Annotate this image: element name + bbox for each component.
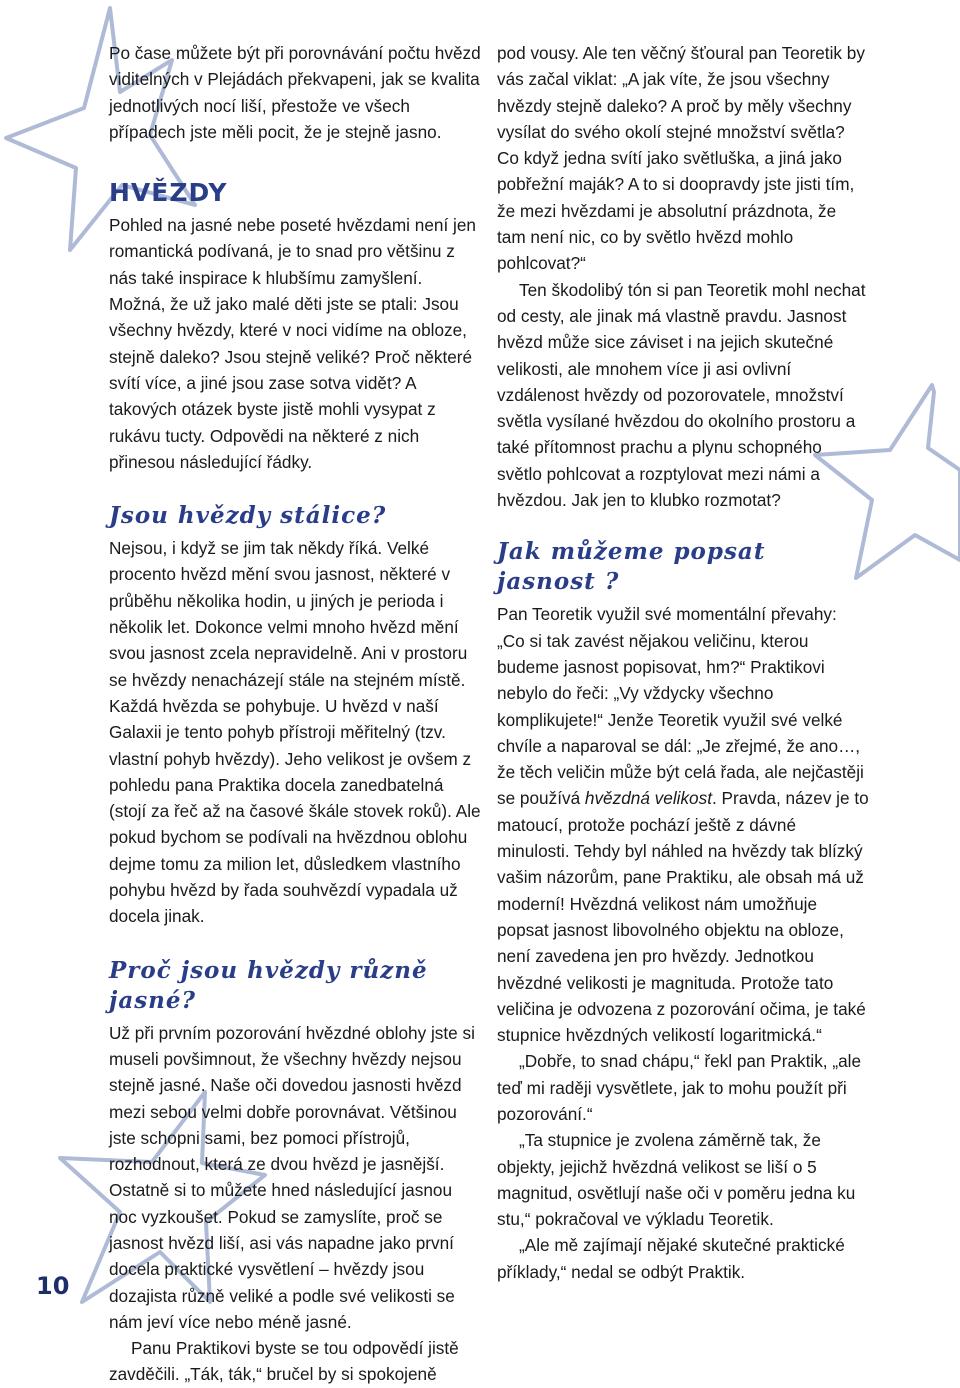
- dialog-paragraph-2: „Ta stupnice je zvolena záměrně tak, že objekty, jejichž hvězdná velikost se liší o 5 magnitud, osvětlují naše oči v poměru jedna ku stu,“ pokračoval ve výkladu Teoretik.: [497, 1130, 856, 1230]
- left-column: [109, 40, 481, 1388]
- ruzne-jasne-paragraph: Už při prvním pozorování hvězdné oblohy jste si museli povšimnout, že všechny hvězdy nejsou stejně jasné. Naše oči dovedou jasnosti hvězd mezi sebou velmi dobře porovnávat. Většinou jste schopni sami, bez pomoci přístrojů, rozhodnout, která ze dvou hvězd je jasnější. Ostatně si to můžete hned následující jasnou noc vyzkoušet. Pokud se zamyslíte, proč se jasnost hvězd liší, asi vás napadne jako první docela praktické vysvětlení – hvězdy jsou dozajista různě veliké a podle své velikosti se nám jeví více nebo méně jasné.: [109, 1022, 475, 1332]
- magnituda-paragraph: [497, 601, 869, 1048]
- dialog-paragraph-1: „Dobře, to snad chápu,“ řekl pan Praktik, „ale teď mi raději vysvětlete, jak to mohu použít při pozorování.“: [497, 1051, 862, 1124]
- teoretik-paragraph: pod vousy. Ale ten věčný šťoural pan Teoretik by vás začal viklat: „A jak víte, že jsou všechny hvězdy stejně daleko? A proč by měly všechny vysílat do svého okolí stejné množství světla? Co když jedna svítí jako světluška, a jiná jako pobřežní maják? A to si doopravdy jste jisti tím, že mezi hvězdami je absolutní prázdnota, že tam není nic, co by světlo hvězd mohlo pohlcovat?“: [497, 43, 865, 274]
- page-number: 10: [36, 1272, 70, 1300]
- praktik-paragraph: Panu Praktikovi byste se tou odpovědí jistě zavděčili. „Ták, ták,“ bručel by si spokojeně: [109, 1338, 459, 1385]
- magnituda-text-b: . Pravda, název je to matoucí, protože pochází ještě z dávné minulosti. Tehdy byl náhled na hvězdy tak blízký vašim názorům, pane Praktiku, ale obsah má už moderní! Hvězdná velikost nám umožňuje popsat jasnost libovolného objektu na obloze, není zavedena jen pro hvězdy. Jednotkou hvězdné velikosti je magnituda. Protože tato veličina je odvozena z pozorování očima, je také stupnice hvězdných velikostí logaritmická.“: [497, 788, 869, 1046]
- section-title-hvezdy: HVĚZDY: [109, 178, 228, 208]
- dialog-paragraph-3: „Ale mě zajímají nějaké skutečné praktické příklady,“ nedal se odbýt Praktik.: [497, 1235, 845, 1282]
- stalice-paragraph: Nejsou, i když se jim tak někdy říká. Velké procento hvězd mění svou jasnost, některé v průběhu několika hodin, u jiných je perioda i několik let. Dokonce velmi mnoho hvězd mění svou jasnost zcela nepravidelně. Ani v prostoru se hvězdy nenacházejí stále na stejném místě. Každá hvězda se pohybuje. U hvězd v naší Galaxii je tento pohyb přístroji měřitelný (tzv. vlastní pohyb hvězdy). Jeho velikost je ovšem z pohledu pana Praktika docela zanedbatelná (stojí za řeč až na časové škále stovek roků). Ale pokud bychom se podívali na hvězdnou oblohu dejme tomu za milion let, důsledkem vlastního pohybu hvězd by řada souhvězdí vypadala už docela jinak.: [109, 538, 481, 927]
- intro-paragraph: Po čase můžete být při porovnávání počtu hvězd viditelných v Plejádách překvapeni, jak se kvalita jednotlivých nocí liší, přestože ve všech případech jste měli pocit, že je stejně jasno.: [109, 43, 481, 142]
- section-paragraph: Pohled na jasné nebe poseté hvězdami není jen romantická podívaná, je to snad pro většinu z nás také inspirace k hlubšímu zamyšlení. Možná, že už jako malé děti jste se ptali: Jsou všechny hvězdy, které v noci vidíme na obloze, stejně daleko? Jsou stejně veliké? Proč některé svítí více, a jiné jsou zase sotva vidět? A takových otázek byste jistě mohli vysypat z rukávu tucty. Odpovědi na některé z nich přinesou následující řádky.: [109, 215, 476, 472]
- subheading-ruzne-jasne: Proč jsou hvězdy různě jasné?: [109, 956, 428, 1014]
- subheading-stalice: Jsou hvězdy stálice?: [109, 502, 387, 530]
- skodolibý-paragraph: Ten škodolibý tón si pan Teoretik mohl nechat od cesty, ale jinak má vlastně pravdu. Jasnost hvězd může sice záviset i na jejich skutečné velikosti, ale mnohem více ji asi ovlivní vzdálenost hvězdy od pozorovatele, množství světla vysílané hvězdou do okolního prostoru a také přítomnost prachu a plynu schopného světlo pohlcovat a rozptylovat mezi námi a hvězdou. Jak jen to klubko rozmotat?: [497, 279, 866, 511]
- right-column: [497, 40, 869, 1285]
- magnituda-text-a: Pan Teoretik využil své momentální převahy: „Co si tak zavést nějakou veličinu, kterou budeme jasnost popisovat, hm?“ Praktikovi nebylo do řeči: „Vy vždycky všechno komplikujete!“ Jenže Teoretik využil své velké chvíle a naparoval se dál: „Je zřejmé, že ano…, že těch veličin může být celá řada, ale nejčastěji se používá: [497, 604, 864, 809]
- hvezdna-velikost-term: hvězdná velikost: [584, 788, 712, 809]
- subheading-popsat-jasnost: Jak můžeme popsat jasnost ?: [497, 538, 766, 596]
